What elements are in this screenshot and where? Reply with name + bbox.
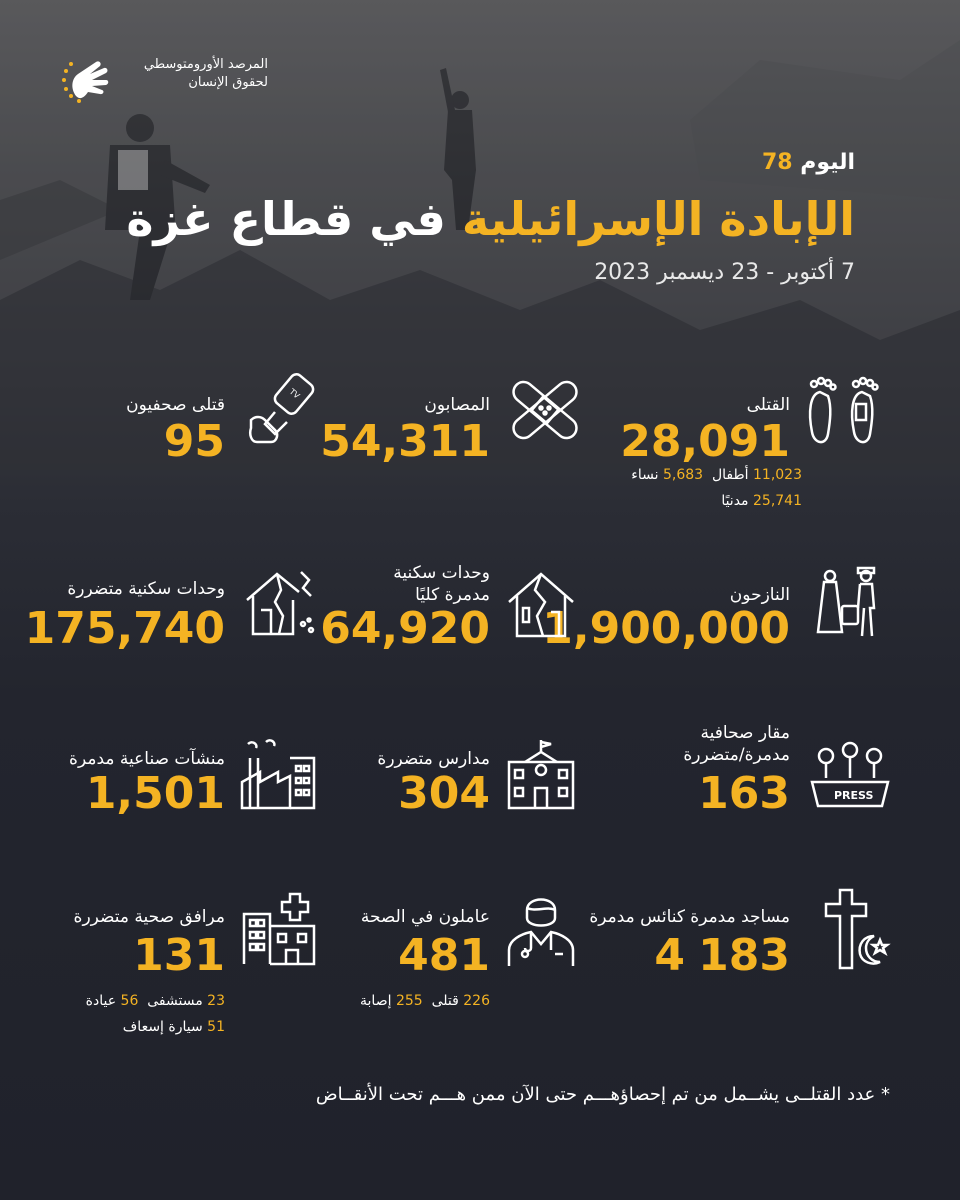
hospital-icon (240, 890, 318, 966)
clinics-value: 56 (120, 993, 139, 1009)
injured-value: 54,311 (320, 416, 490, 467)
killed-civilians (721, 493, 802, 509)
title-part2: في قطاع غزة (126, 192, 446, 246)
factories-label: منشآت صناعية مدمرة (69, 749, 225, 769)
press-offices-label-line1: مقار صحافية (700, 723, 790, 743)
injured-label: المصابون (424, 395, 490, 415)
ambulances (123, 1019, 225, 1035)
schools-label: مدارس متضررة (377, 749, 490, 769)
date-range: 7 أكتوبر - 23 ديسمبر 2023 (594, 260, 855, 285)
school-icon (505, 738, 577, 810)
ambulances-label: سيارة إسعاف (122, 1019, 203, 1035)
ambulances-value: 51 (207, 1019, 225, 1035)
homes-destroyed-label-line2: مدمرة كليًا (415, 585, 490, 605)
homes-damaged-value: 175,740 (24, 603, 225, 654)
homes-destroyed-label-line1: وحدات سكنية (393, 563, 490, 583)
press-offices-label (683, 722, 790, 766)
schools-value: 304 (398, 768, 490, 819)
health-facilities-label: مرافق صحية متضررة (73, 907, 225, 927)
destroyed-house-icon (505, 568, 577, 640)
day-word: اليوم (800, 150, 855, 175)
bandage-icon (505, 372, 585, 447)
killed-children-label: أطفال (711, 467, 749, 483)
homes-destroyed-value: 64,920 (320, 603, 490, 654)
churches-value: 4 (654, 930, 685, 981)
footnote: * عدد القتلــى يشــمل من تم إحصاؤهـــم حتى الآن ممن هـــم تحت الأنقــاض (315, 1084, 890, 1105)
killed-women-value: 5,683 (662, 467, 704, 483)
churches-label: كنائس مدمرة (589, 907, 685, 927)
journalists-label: قتلى صحفيون (126, 395, 225, 415)
journalists-value: 95 (163, 416, 225, 467)
cross-crescent-icon (818, 888, 892, 970)
killed-civilians-label: مدنيًا (721, 493, 749, 509)
press-offices-value: 163 (698, 768, 790, 819)
killed-children-value: 11,023 (753, 467, 802, 483)
health-workers-value: 481 (398, 930, 490, 981)
factories-value: 1,501 (85, 768, 225, 819)
microphone-icon (245, 372, 317, 447)
homes-damaged-label: وحدات سكنية متضررة (67, 579, 225, 599)
org-name (118, 56, 268, 92)
day-number: 78 (762, 150, 793, 175)
health-killed-label: قتلى (431, 993, 459, 1009)
health-facilities-breakdown (86, 993, 225, 1009)
page-title (126, 192, 855, 246)
hospitals-value: 23 (207, 993, 225, 1009)
factory-icon (240, 738, 316, 810)
org-name-line2: لحقوق الإنسان (188, 75, 268, 90)
footprints-icon (800, 372, 890, 452)
doctor-icon (505, 888, 577, 968)
health-killed-value: 226 (463, 993, 490, 1009)
org-name-line1: المرصد الأورومتوسطي (143, 57, 268, 72)
day-counter (762, 150, 855, 175)
mosques-label: مساجد مدمرة (690, 907, 790, 927)
damaged-house-icon (243, 566, 319, 641)
hand-logo-icon (58, 50, 118, 110)
press-text: PRESS (834, 789, 874, 802)
displaced-label: النازحون (729, 585, 790, 605)
killed-breakdown (631, 467, 802, 483)
health-workers-breakdown (360, 993, 490, 1009)
health-workers-label: عاملون في الصحة (360, 907, 490, 927)
health-facilities-value: 131 (133, 930, 225, 981)
clinics-label: عيادة (85, 993, 117, 1009)
title-part1: الإبادة الإسرائيلية (461, 192, 855, 246)
killed-label: القتلى (746, 395, 790, 415)
svg-text:TV: TV (287, 386, 302, 401)
homes-destroyed-label (393, 562, 490, 606)
killed-civilians-value: 25,741 (753, 493, 802, 509)
displaced-people-icon (810, 566, 890, 641)
press-offices-label-line2: مدمرة/متضررة (683, 745, 790, 765)
killed-women-label: نساء (631, 467, 659, 483)
displaced-value: 1,900,000 (542, 603, 790, 654)
press-icon (808, 738, 892, 810)
mosques-value: 183 (698, 930, 790, 981)
health-injured-label: إصابة (360, 993, 392, 1009)
health-injured-value: 255 (395, 993, 423, 1009)
killed-value: 28,091 (620, 416, 790, 467)
hospitals-label: مستشفى (147, 993, 203, 1009)
